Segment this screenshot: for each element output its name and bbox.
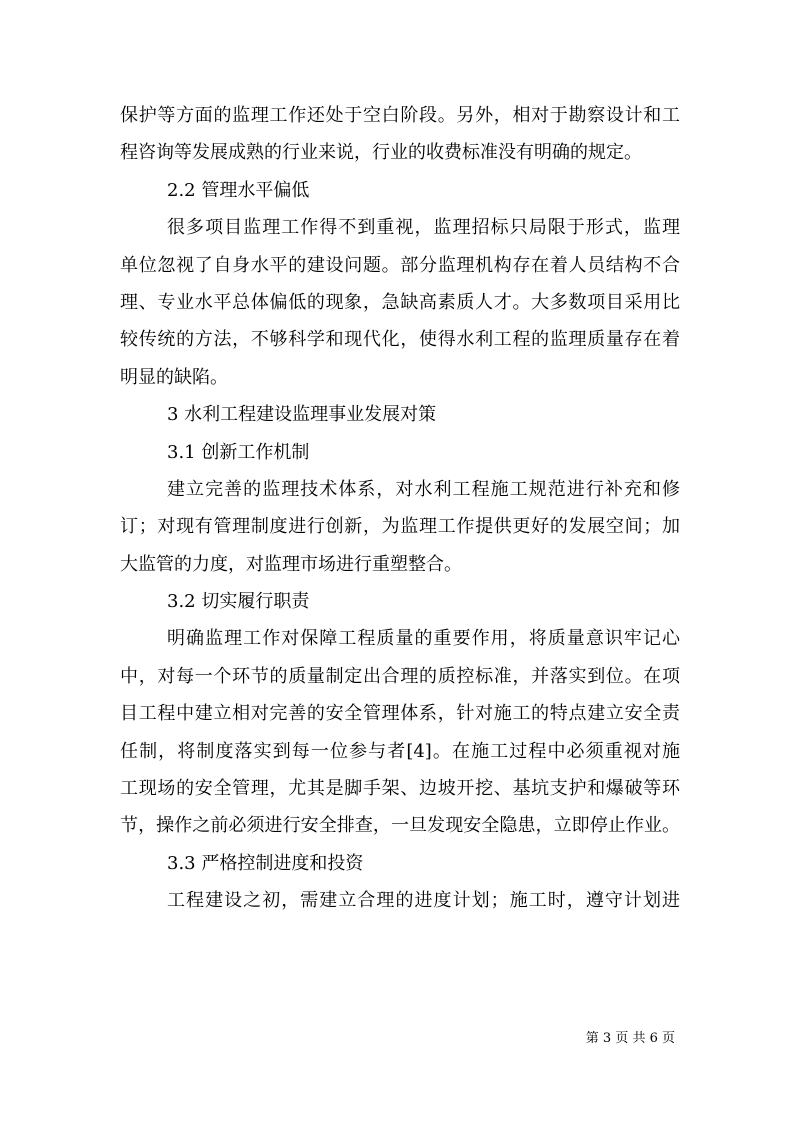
paragraph-line: 工程建设之初，需建立合理的进度计划；施工时，遵守计划进 [167, 890, 680, 912]
paragraph-line: 程咨询等发展成熟的行业来说，行业的收费标准没有明确的规定。 [120, 142, 642, 164]
paragraph-line: 较传统的方法，不够科学和现代化，使得水利工程的监理质量存在着 [120, 329, 680, 351]
paragraph-line: 明显的缺陷。 [120, 366, 228, 388]
paragraph-line: 订；对现有管理制度进行创新，为监理工作提供更好的发展空间；加 [120, 516, 680, 538]
section-heading: 3.1 创新工作机制 [167, 441, 310, 463]
section-heading: 3 水利工程建设监理事业发展对策 [167, 404, 437, 426]
paragraph-line: 工现场的安全管理，尤其是脚手架、边坡开挖、基坑支护和爆破等环 [120, 778, 680, 800]
paragraph-line: 中，对每一个环节的质量制定出合理的质控标准，并落实到位。在项 [120, 665, 680, 687]
paragraph-line: 理、专业水平总体偏低的现象，急缺高素质人才。大多数项目采用比 [120, 291, 680, 313]
paragraph-line: 任制，将制度落实到每一位参与者[4]。在施工过程中必须重视对施 [120, 740, 680, 762]
paragraph-line: 节，操作之前必须进行安全排查，一旦发现安全隐患，立即停止作业。 [120, 815, 680, 837]
paragraph-line: 大监管的力度，对监理市场进行重塑整合。 [120, 553, 462, 575]
paragraph-line: 目工程中建立相对完善的安全管理体系，针对施工的特点建立安全责 [120, 703, 680, 725]
paragraph-line: 保护等方面的监理工作还处于空白阶段。另外，相对于勘察设计和工 [120, 105, 680, 126]
section-heading: 2.2 管理水平偏低 [167, 179, 310, 201]
page-number: 第 3 页 共 6 页 [585, 1031, 675, 1046]
paragraph-line: 建立完善的监理技术体系，对水利工程施工规范进行补充和修 [167, 478, 680, 500]
section-heading: 3.3 严格控制进度和投资 [167, 852, 364, 874]
paragraph-line: 明确监理工作对保障工程质量的重要作用，将质量意识牢记心 [167, 628, 680, 650]
paragraph-line: 单位忽视了自身水平的建设问题。部分监理机构存在着人员结构不合 [120, 254, 680, 276]
paragraph-line: 很多项目监理工作得不到重视，监理招标只局限于形式，监理 [167, 217, 680, 239]
section-heading: 3.2 切实履行职责 [167, 591, 310, 613]
body-text [120, 97, 680, 920]
